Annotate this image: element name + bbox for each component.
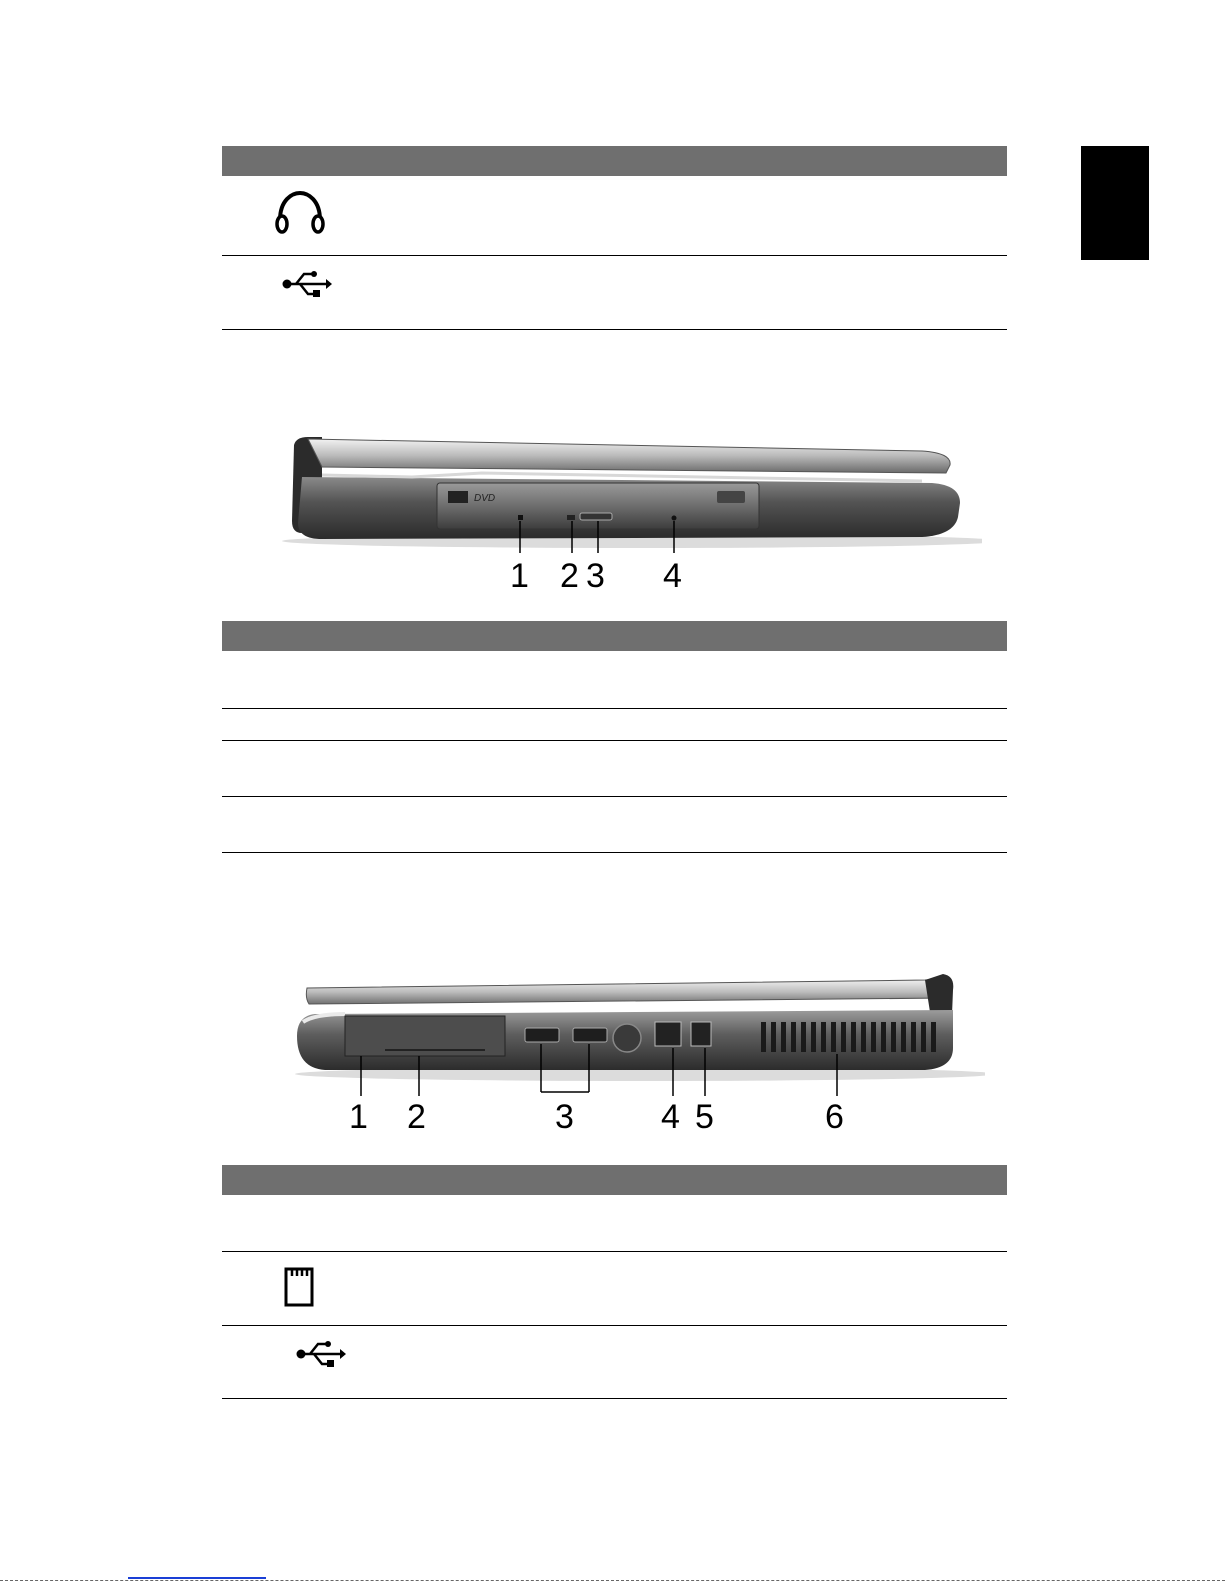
callout-label: 3 (586, 557, 605, 595)
table-header (222, 621, 1007, 651)
callout-label: 5 (695, 1098, 714, 1136)
callout-label: 2 (407, 1098, 426, 1136)
table-front-ports (222, 146, 1007, 330)
callout-label: 3 (555, 1098, 574, 1136)
card-slot-icon (284, 1267, 314, 1312)
table-right-view (222, 621, 1007, 853)
svg-text:DVD: DVD (474, 493, 496, 504)
table-row (222, 797, 1007, 853)
table-row (222, 741, 1007, 797)
callout-label: 4 (663, 557, 682, 595)
usb-icon (296, 1340, 346, 1373)
table-row (222, 1195, 1007, 1252)
callout-label: 4 (661, 1098, 680, 1136)
callout-label: 2 (560, 557, 579, 595)
section-tab (1081, 146, 1149, 260)
table-row (222, 176, 1007, 256)
table-left-view (222, 1165, 1007, 1399)
table-row (222, 1326, 1007, 1399)
left-view-figure (285, 970, 985, 1136)
table-header (222, 146, 1007, 176)
table-row (222, 651, 1007, 709)
footer-rule (0, 1580, 1225, 1581)
headphones-icon (274, 190, 326, 239)
table-row (222, 1252, 1007, 1326)
right-view-figure (262, 433, 982, 593)
callout-label: 1 (349, 1098, 368, 1136)
callout-label: 6 (825, 1098, 844, 1136)
table-row (222, 256, 1007, 330)
table-row (222, 709, 1007, 741)
usb-icon (282, 270, 332, 303)
table-header (222, 1165, 1007, 1195)
footer-link-underline[interactable] (128, 1577, 266, 1579)
callout-label: 1 (510, 557, 529, 595)
